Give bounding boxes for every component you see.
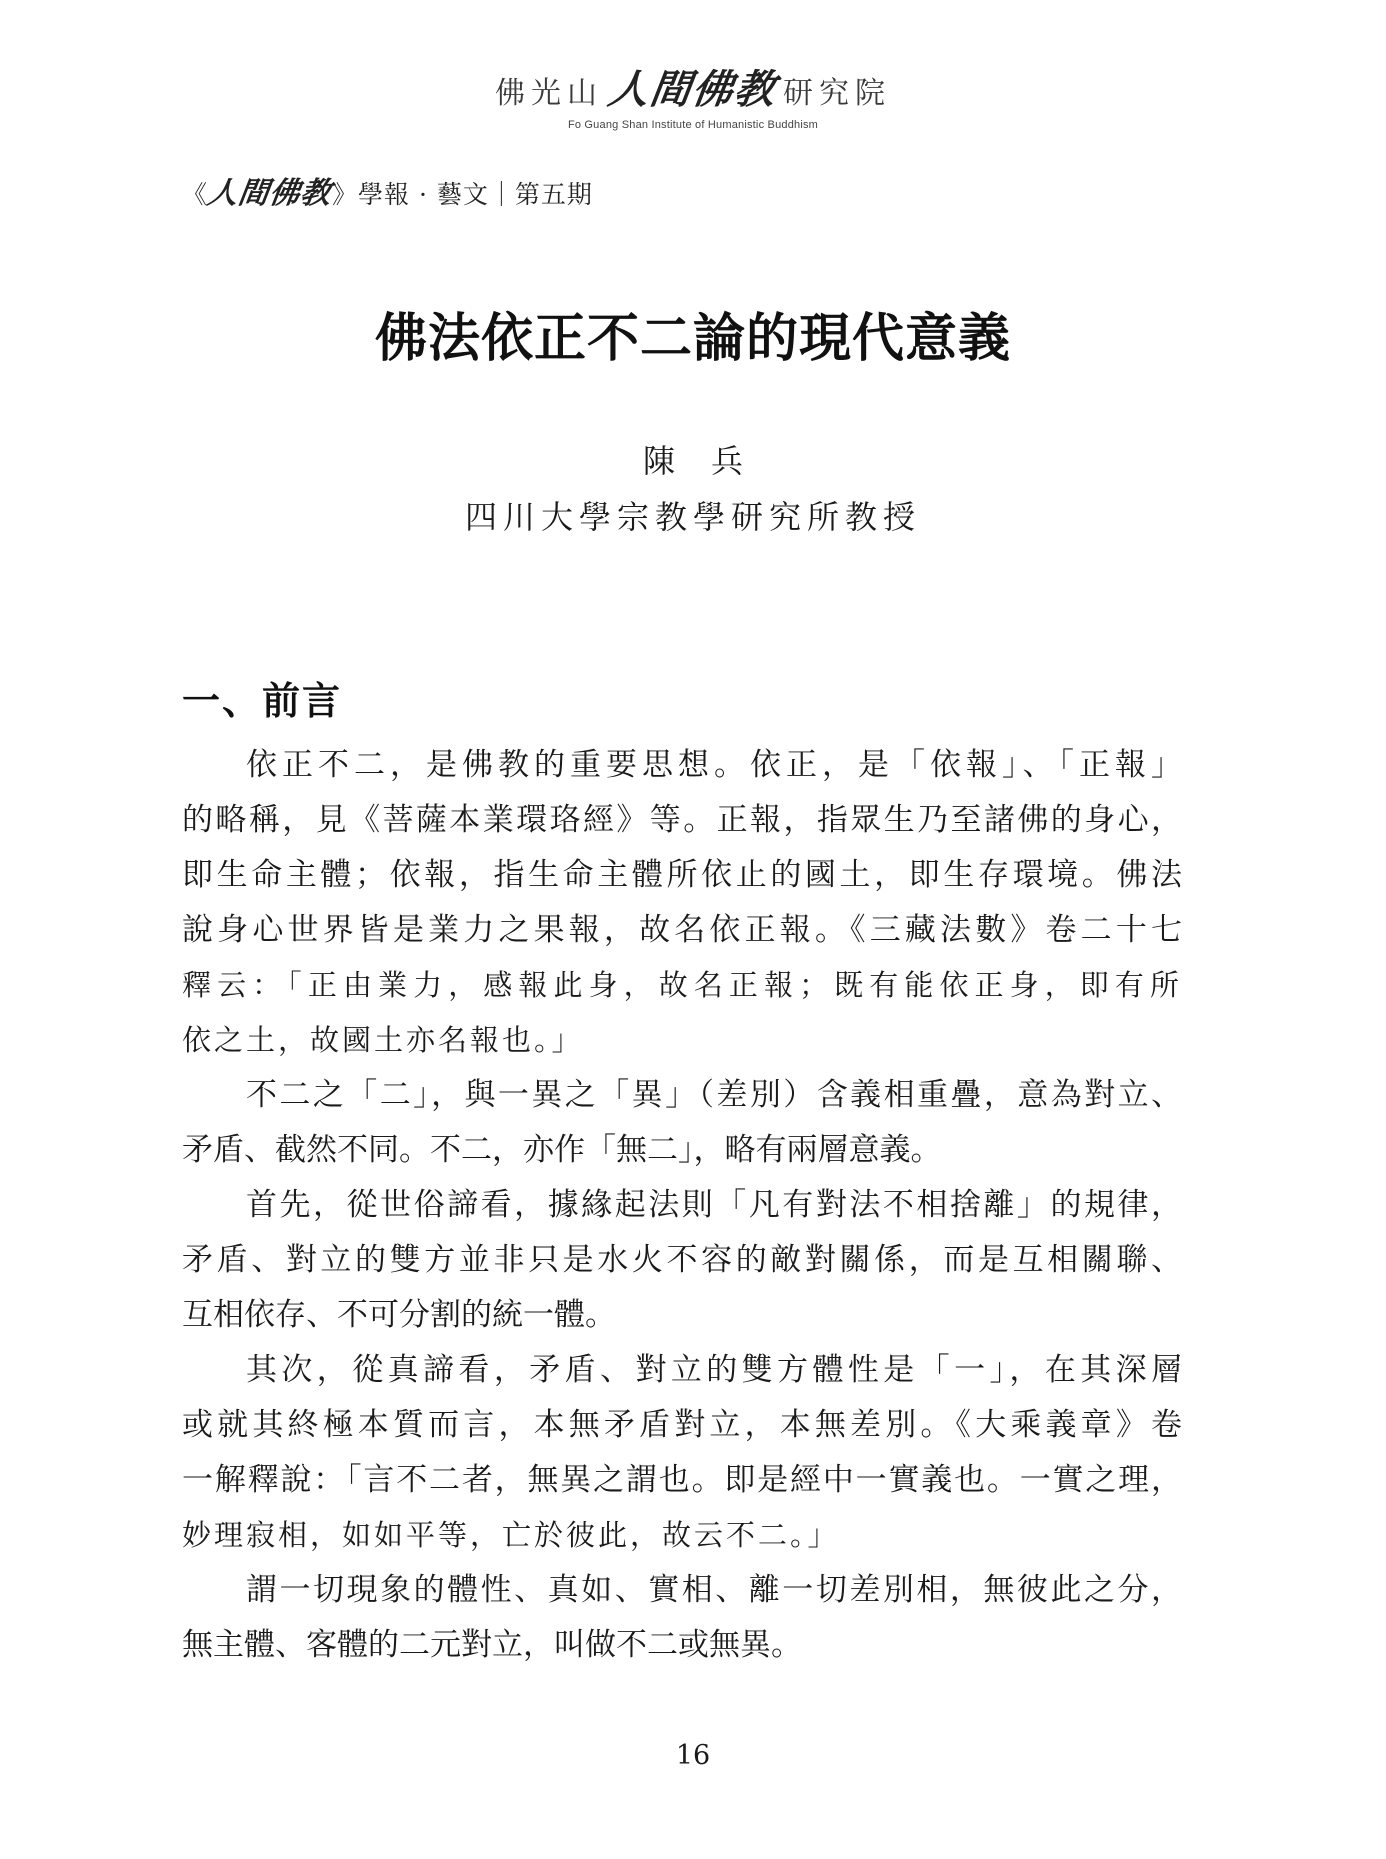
text-line: 矛盾、對立的雙方並非只是水火不容的敵對關係，而是互相關聯、 — [182, 1242, 1182, 1278]
text-line: 矛盾、截然不同。不二，亦作「無二」，略有兩層意義。 — [182, 1132, 942, 1168]
body-text — [182, 738, 1182, 1673]
paragraph-4 — [182, 1343, 1182, 1563]
author-affiliation: 四川大學宗教學研究所教授 — [464, 498, 921, 536]
text-line: 其次，從真諦看，矛盾、對立的雙方體性是「一」，在其深層 — [246, 1352, 1182, 1388]
journal-logo: 人間佛教 — [205, 176, 334, 211]
institute-logo: 人間佛教 — [605, 67, 780, 113]
text-line: 不二之「二」，與一異之「異」（差別）含義相重疊，意為對立、 — [246, 1077, 1182, 1113]
article-title: 佛法依正不二論的現代意義 — [374, 309, 1011, 369]
quote-line: 依之土，故國土亦名報也。」 — [182, 1023, 584, 1057]
text-line: 無主體、客體的二元對立，叫做不二或無異。 — [182, 1627, 802, 1663]
paragraph-3 — [182, 1178, 1182, 1343]
section-heading: 一、前言 — [182, 679, 343, 723]
quote-line: 釋云：「正由業力，感報此身，故名正報；既有能依正身，即有所 — [182, 968, 1182, 1002]
institute-header — [0, 58, 1386, 131]
paragraph-2 — [182, 1068, 1182, 1178]
journal-open-bracket: 《 — [182, 180, 209, 209]
institute-suffix: 研究院 — [783, 76, 891, 111]
text-line: 互相依存、不可分割的統一體。 — [182, 1297, 616, 1333]
text-line: 即生命主體；依報，指生命主體所依止的國土，即生存環境。佛法 — [182, 857, 1182, 893]
text-line: 依正不二，是佛教的重要思想。依正，是「依報」、「正報」 — [246, 747, 1182, 783]
paragraph-5 — [182, 1563, 1182, 1673]
text-line: 的略稱，見《菩薩本業環珞經》等。正報，指眾生乃至諸佛的身心， — [182, 802, 1182, 838]
text-line: 謂一切現象的體性、真如、實相、離一切差別相，無彼此之分， — [246, 1572, 1182, 1608]
paragraph-1 — [182, 738, 1182, 1068]
text-line: 或就其終極本質而言，本無矛盾對立，本無差別。《大乘義章》卷 — [182, 1407, 1182, 1443]
journal-running-head — [182, 168, 593, 212]
author-name: 陳兵 — [642, 442, 779, 480]
text-line: 一解釋說：「言不二者，無異之謂也。即是經中一實義也。一實之理， — [182, 1462, 1182, 1498]
institute-prefix: 佛光山 — [495, 76, 603, 111]
text-line: 首先，從世俗諦看，據緣起法則「凡有對法不相捨離」的規律， — [246, 1187, 1182, 1223]
quote-line: 妙理寂相，如如平等，亡於彼此，故云不二。」 — [182, 1518, 840, 1552]
institute-english-name: Fo Guang Shan Institute of Humanistic Buddhism — [567, 119, 819, 131]
text-line: 說身心世界皆是業力之果報，故名依正報。《三藏法數》卷二十七 — [182, 912, 1182, 948]
journal-issue: 》學報 · 藝文｜第五期 — [332, 180, 593, 209]
institute-name — [0, 58, 1386, 115]
page-number: 16 — [675, 1740, 711, 1771]
